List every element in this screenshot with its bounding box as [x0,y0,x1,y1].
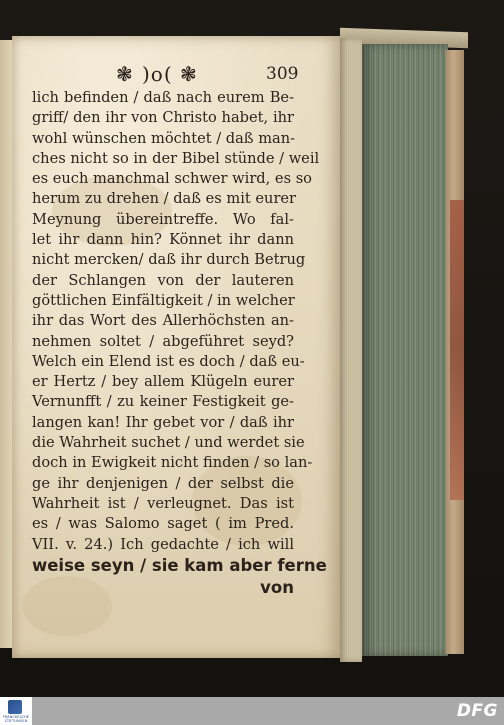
text-line: ches nicht so in der Bibel stünde / weil [32,149,320,167]
text-line: langen kan! Ihr gebet vor / daß ihr [32,413,294,431]
book-block-fore-edge [362,44,448,656]
text-line: Welch ein Elend ist es doch / daß eu- [32,352,305,370]
text-line: die Wahrheit suchet / und werdet sie [32,434,305,452]
text-line: doch in Ewigkeit nicht finden / so lan- [32,454,313,472]
text-line: nicht mercken/ daß ihr durch Betrug [32,251,306,269]
page-edges [340,38,362,662]
page-body-text [32,88,327,600]
fleuron-right-icon: ❃ [180,62,197,86]
text-line: let ihr dann hin? Könnet ihr dann [32,231,294,249]
catchword: von [260,578,294,598]
text-line: ihr das Wort des Allerhöchsten an- [32,312,294,330]
institution-logo[interactable] [0,697,32,725]
foundation-emblem-icon [8,700,22,714]
fleuron-left-icon: ❃ [116,62,133,86]
cover-red-binding [450,200,464,500]
text-line: es / was Salomo saget ( im Pred. [32,515,294,533]
text-line: Meynung übereintreffe. Wo fal- [32,210,294,228]
text-line: griff/ den ihr von Christo habet, ihr [32,109,294,127]
text-line: Wahrheit ist / verleugnet. Das ist [32,494,294,512]
viewer-footer-bar [0,697,504,725]
book-page [12,36,340,658]
text-line: der Schlangen von der lauteren [32,271,294,289]
page-number: 309 [266,64,299,84]
text-line: ge ihr denjenigen / der selbst die [32,474,294,492]
text-line: göttlichen Einfältigkeit / in welcher [32,291,295,309]
text-line: es euch manchmal schwer wird, es so [32,170,312,188]
text-line: nehmen soltet / abgeführet seyd? [32,332,294,350]
text-line-emphasis: weise seyn / sie kam aber ferne [32,555,327,575]
text-line: herum zu drehen / daß es mit eurer [32,190,297,208]
text-line: Vernunfft / zu keiner Festigkeit ge- [32,393,294,411]
dfg-logo[interactable]: DFG [456,701,498,721]
header-ornament: )o( [142,62,173,86]
text-line: VII. v. 24.) Ich gedachte / ich will [32,535,294,553]
text-line: lich befinden / daß nach eurem Be- [32,89,294,106]
text-line: er Hertz / bey allem Klügeln eurer [32,373,294,391]
text-line: wohl wünschen möchtet / daß man- [32,129,296,147]
logo-text: FRANCKESCHE STIFTUNGEN [2,715,30,723]
